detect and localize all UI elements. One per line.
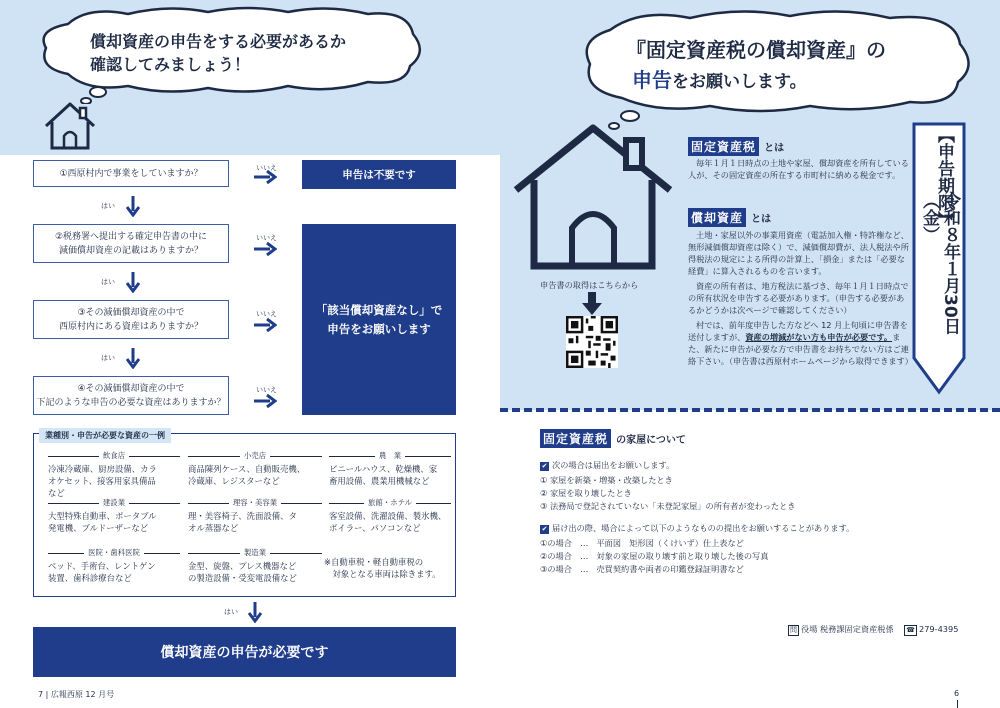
page-footer: 7 | 広報西原 12 月号 (38, 690, 115, 699)
deadline-label: 【申告期限】 (934, 126, 954, 228)
category-agriculture: 農 業 ビニールハウス、乾燥機、家 畜用設備、農業用機械など (329, 450, 451, 487)
arrow-right-icon (253, 318, 277, 332)
section-2-body-3: 村では、前年度申告した方などへ 12 月上旬頃に申告書を送付しますが、資産の増減がない方も申告が必要です。また、新たに申告が必要な方で申告書をお持ちでない方はご連絡下さい。（申告書は西原村ホームページから取得できます） (688, 320, 913, 366)
list-item: ①の場合 … 平面図 矩形図（くけいず）仕上表など (540, 538, 744, 548)
vehicle-note: ※自動車税・軽自動車税の 対象となる車両は除きます。 (324, 557, 441, 579)
checkbox-item-2: ✔ 届け出の際、場合によって以下のようなものの提出をお願いすることがあります。 (541, 523, 855, 533)
section-tag: 固定資産税 (540, 429, 611, 448)
checkbox-item-1: ✔ 次の場合は届出をお願いします。 (541, 460, 675, 470)
no-label: いいえ (256, 310, 277, 318)
phone-icon: ☎ (906, 626, 916, 634)
category-construction: 建設業 大型特殊自動車、ポータブル 発電機、ブルドーザーなど (48, 497, 180, 534)
title-rest: をお願いします。 (672, 72, 807, 92)
question-2: ②税務署へ提出する確定申告書の中に 減価償却資産の記載はありますか？ (33, 224, 229, 263)
category-restaurant: 飲食店 冷凍冷蔵庫、厨房設備、カラ オケセット、接客用家具備品 など (48, 450, 180, 499)
question-3: ③その減価償却資産の中で 西原村内にある資産はありますか？ (33, 300, 229, 339)
section-house (540, 428, 686, 448)
section-fixed-asset-tax (688, 136, 784, 156)
deadline-date-wrap (912, 192, 966, 362)
category-barber: 理容・美容業 理・美容椅子、洗面設備、タ オル蒸器など (188, 497, 322, 534)
arrow-down-icon (582, 292, 602, 316)
section-2-body-2: 資産の所有者は、地方税法に基づき、毎年１月１日時点での所有状況を申告する必要があります。（申告する必要があるかどうかは次ページで確認してください） (688, 281, 909, 315)
section-suffix: の家屋について (616, 435, 686, 446)
answer-no-asset: 「該当償却資産なし」で 申告をお願いします (302, 224, 456, 415)
qr-caption: 申告書の取得はこちらから (540, 280, 639, 290)
question-4: ④その減価償却資産の中で 下記のような申告の必要な資産はありますか？ (33, 376, 229, 415)
arrow-right-icon (253, 242, 277, 256)
checkbox-icon: ✔ (541, 462, 548, 470)
arrow-down-icon (126, 195, 140, 217)
yes-label: はい (101, 278, 115, 286)
title-bubble (570, 6, 980, 130)
list-item: ① 家屋を新築・増築・改築したとき (540, 475, 673, 485)
checkbox-icon: ✔ (541, 525, 548, 533)
section-tag: 固定資産税 (688, 137, 759, 156)
no-label: いいえ (256, 234, 277, 242)
section-2-body-1: 土地・家屋以外の事業用資産（電話加入権・特許権など、無形減価償却資産は除く）で、減価償却費が、法人税法や所得税法の規定による所得の計算上、「損金」または「必要な経費」に算入されるものを言います。 (688, 230, 909, 276)
yes-label: はい (101, 202, 115, 210)
arrow-down-icon (126, 347, 140, 369)
yes-label: はい (224, 608, 238, 616)
section-tag: 償却資産 (688, 208, 746, 227)
emphasis-text: 資産の増減がない方も申告が必要です。 (745, 332, 893, 342)
footer-tick (957, 700, 958, 708)
examples-title: 業種別・申告が必要な資産の一例 (39, 428, 171, 443)
office-icon: 問 (790, 626, 797, 634)
list-item: ② 家屋を取り壊したとき (540, 488, 632, 498)
section-1-body: 毎年１月１日時点の土地や家屋、償却資産を所有している人が、その固定資産の所在する市町村に納める税金です。 (688, 158, 909, 180)
list-item: ②の場合 … 対象の家屋の取り壊す前と取り壊した後の写真 (540, 551, 769, 561)
contact-line: 問 役場 税務課固定資産税係 ☎ 279-4395 (790, 624, 959, 634)
title-emphasis: 申告 (632, 68, 672, 92)
house-icon (42, 100, 98, 152)
category-manufacturing: 製造業 金型、旋盤、プレス機器など の製造設備・受変電設備など (188, 547, 322, 584)
no-label: いいえ (256, 164, 277, 172)
list-item: ③の場合 … 売買契約書や両者の印鑑登録証明書など (540, 564, 744, 574)
question-1: ①西原村内で事業をしていますか？ (33, 160, 229, 187)
right-page (500, 0, 1000, 708)
arrow-down-icon (248, 601, 262, 623)
category-clinic: 医院・歯科医院 ベッド、手術台、レントゲン 装置、歯科診療台など (48, 547, 180, 584)
title-line-1: 『固定資産税の償却資産』の (626, 38, 886, 62)
bubble-text: 償却資産の申告をする必要があるか 確認してみましょう！ (90, 32, 347, 74)
deadline-date: 令和８年１月30日（金） (919, 192, 960, 335)
section-suffix: とは (751, 214, 772, 225)
section-suffix: とは (764, 143, 785, 154)
list-item: ③ 法務局で登記されていない「未登記家屋」の所有者が変わったとき (540, 501, 796, 511)
arrow-down-icon (126, 271, 140, 293)
arrow-right-icon (253, 394, 277, 408)
arrow-right-icon (253, 170, 277, 184)
phone-number[interactable]: 279-4395 (919, 624, 959, 634)
speech-bubble (28, 4, 428, 104)
qr-code[interactable] (566, 316, 618, 368)
category-retail: 小売店 商品陳列ケース、自動販売機、 冷蔵庫、レジスターなど (188, 450, 322, 487)
section-depreciable-asset (688, 207, 771, 227)
title-line-2 (632, 64, 807, 93)
page-footer: 6 (954, 689, 960, 698)
dashed-divider (500, 408, 1000, 412)
answer-not-required: 申告は不要です (302, 160, 456, 189)
category-hotel: 旅館・ホテル 客室設備、洗濯設備、製氷機、 ボイラー、パソコンなど (329, 497, 451, 534)
no-label: いいえ (256, 386, 277, 394)
house-icon (510, 120, 676, 270)
answer-required: 償却資産の申告が必要です (33, 627, 456, 677)
yes-label: はい (101, 354, 115, 362)
